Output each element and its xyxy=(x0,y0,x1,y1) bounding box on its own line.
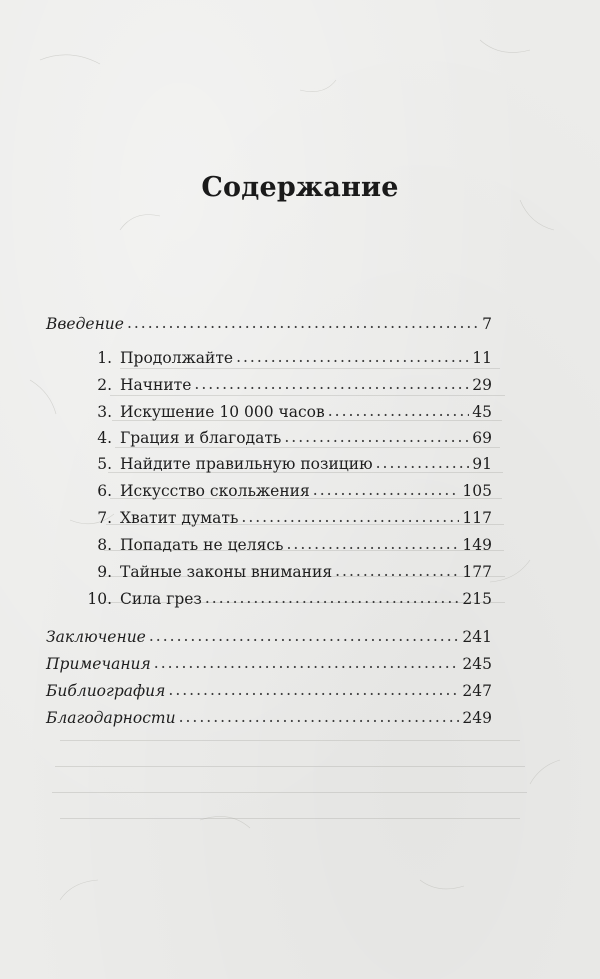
toc-entry-chapter-1 xyxy=(86,348,492,368)
chapter-number: 10. xyxy=(87,590,112,608)
toc-entry-label: Сила грез xyxy=(120,590,202,608)
dot-leader xyxy=(194,374,469,394)
toc-page-number: 69 xyxy=(472,429,492,447)
chapter-number: 5. xyxy=(97,455,112,473)
dot-leader xyxy=(168,680,459,700)
toc-entry-notes xyxy=(46,654,492,674)
toc-entry-chapter-4 xyxy=(86,428,492,448)
toc-page-number: 117 xyxy=(462,509,492,527)
toc-entry-conclusion xyxy=(46,627,492,647)
toc-page-number: 177 xyxy=(462,563,492,581)
toc-page-number: 91 xyxy=(472,455,492,473)
chapter-number: 9. xyxy=(97,563,112,581)
dot-leader xyxy=(376,453,470,473)
toc-page-number: 11 xyxy=(472,349,492,367)
toc-page-number: 7 xyxy=(482,315,492,333)
toc-entry-label: Примечания xyxy=(46,655,151,673)
toc-entry-intro xyxy=(46,314,492,334)
dot-leader xyxy=(154,653,460,673)
page-title: Содержание xyxy=(201,172,399,203)
toc-entry-chapter-2 xyxy=(86,375,492,395)
toc-entry-chapter-10 xyxy=(86,589,492,609)
toc-page-number: 247 xyxy=(462,682,492,700)
toc-page-number: 245 xyxy=(462,655,492,673)
toc-page-number: 249 xyxy=(462,709,492,727)
toc-page-number: 105 xyxy=(462,482,492,500)
toc-page-number: 29 xyxy=(472,376,492,394)
dot-leader xyxy=(179,707,460,727)
dot-leader xyxy=(241,507,459,527)
chapter-number: 1. xyxy=(97,349,112,367)
toc-page-number: 149 xyxy=(462,536,492,554)
toc-entry-chapter-7 xyxy=(86,508,492,528)
toc-entry-chapter-9 xyxy=(86,562,492,582)
toc-entry-label: Искусство скольжения xyxy=(120,482,310,500)
toc-entry-label: Найдите правильную позицию xyxy=(120,455,373,473)
toc-entry-label: Библиография xyxy=(46,682,166,700)
toc-entry-chapter-3 xyxy=(86,402,492,422)
dot-leader xyxy=(205,588,460,608)
toc-page-number: 241 xyxy=(462,628,492,646)
toc-page-number: 215 xyxy=(462,590,492,608)
toc-entry-label: Тайные законы внимания xyxy=(120,563,333,581)
toc-entry-label: Благодарности xyxy=(46,709,176,727)
dot-leader xyxy=(313,480,460,500)
dot-leader xyxy=(335,561,459,581)
dot-leader xyxy=(149,626,460,646)
toc-page-number: 45 xyxy=(472,403,492,421)
toc-entry-label: Начните xyxy=(120,376,192,394)
dot-leader xyxy=(236,347,469,367)
toc-entry-label: Попадать не целясь xyxy=(120,536,284,554)
toc-entry-label: Продолжайте xyxy=(120,349,234,367)
toc-entry-bibliography xyxy=(46,681,492,701)
chapter-number: 2. xyxy=(97,376,112,394)
toc-entry-acknowledgements xyxy=(46,708,492,728)
chapter-number: 3. xyxy=(97,403,112,421)
toc-entry-label: Хватит думать xyxy=(120,509,239,527)
toc-entry-label: Грация и благодать xyxy=(120,429,282,447)
toc-entry-chapter-6 xyxy=(86,481,492,501)
toc-entry-chapter-8 xyxy=(86,535,492,555)
dot-leader xyxy=(328,401,470,421)
toc-entry-chapter-5 xyxy=(86,454,492,474)
toc-entry-label: Введение xyxy=(46,315,124,333)
toc-entry-label: Заключение xyxy=(46,628,146,646)
chapter-number: 8. xyxy=(97,536,112,554)
dot-leader xyxy=(286,534,459,554)
chapter-number: 6. xyxy=(97,482,112,500)
dot-leader xyxy=(127,313,479,333)
toc-entry-label: Искушение 10 000 часов xyxy=(120,403,325,421)
dot-leader xyxy=(284,427,469,447)
chapter-number: 4. xyxy=(97,429,112,447)
chapter-number: 7. xyxy=(97,509,112,527)
